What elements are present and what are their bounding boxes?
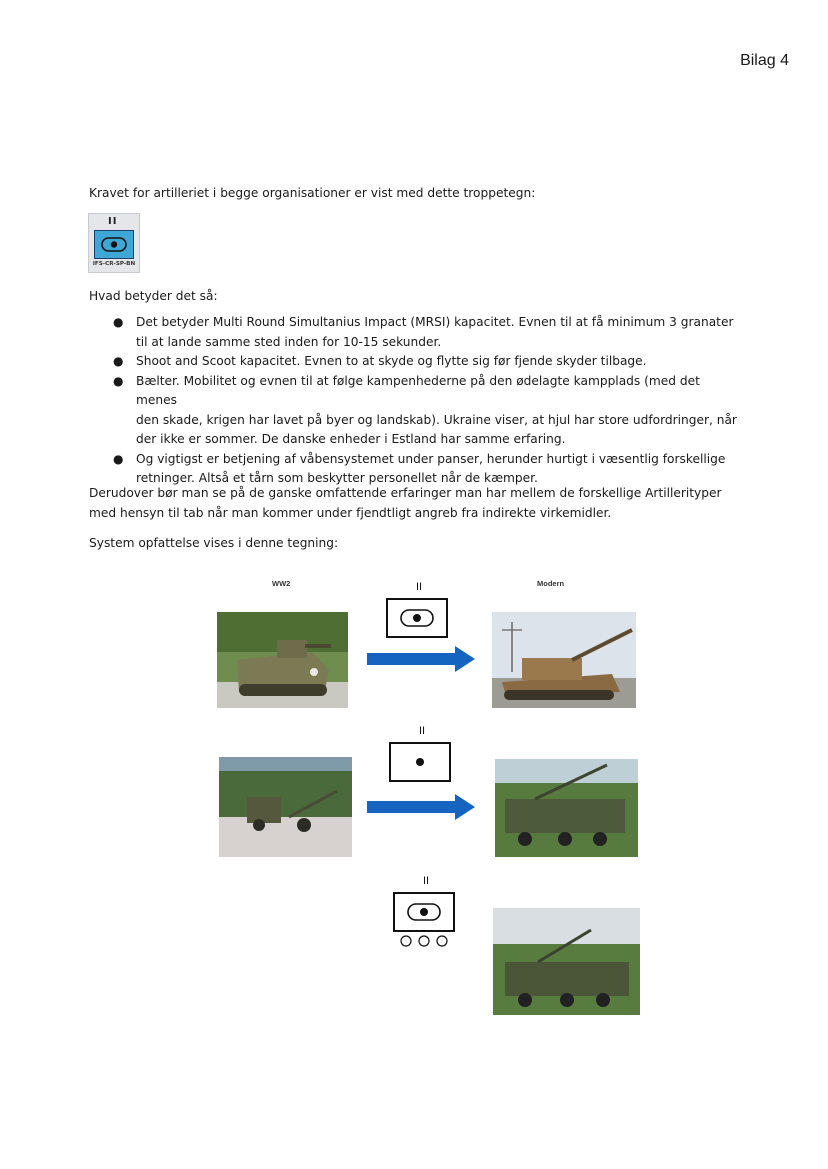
bullet-line: Shoot and Scoot kapacitet. Evnen to at skyde og flytte sig før fjende skyder tilbage.: [136, 354, 647, 368]
bullet-line: retninger. Altså et tårn som beskytter personellet når de kæmper.: [136, 471, 538, 485]
bullet-line: Og vigtigst er betjening af våbensystemet under panser, herunder hurtigt i væsentlig forskellige: [136, 451, 726, 466]
list-item: [89, 372, 739, 450]
bullet-line: den skade, krigen har lavet på byer og landskab). Ukraine viser, at hjul har store udfordringer, når: [136, 412, 737, 427]
arrow-right-icon: [367, 644, 475, 674]
wheels-icon: [397, 934, 451, 948]
list-item: [89, 352, 739, 372]
paragraph-line: med hensyn til tab når man kommer under fjendtligt angreb fra indirekte virkemidler.: [89, 506, 612, 520]
arrow-right-icon: [367, 792, 475, 822]
bullet-line: til at lande samme sted inden for 10-15 sekunder.: [136, 334, 442, 349]
bullet-icon: ●: [113, 451, 124, 466]
question-text: Hvad betyder det så:: [89, 289, 218, 303]
ww2-towed-gun-photo: [219, 757, 352, 857]
towed-symbol: [389, 725, 451, 782]
bullet-icon: ●: [113, 354, 124, 368]
artillery-dot-icon: [391, 744, 449, 780]
symbol-echelon: II: [415, 581, 423, 593]
intro-text: Kravet for artilleriet i begge organisationer er vist med dette troppetegn:: [89, 186, 536, 200]
diagram-intro: System opfattelse vises i denne tegning:: [89, 536, 339, 550]
bullet-line: der ikke er sommer. De danske enheder i Estland har samme erfaring.: [136, 432, 566, 446]
col-header-ww2: WW2: [272, 579, 291, 588]
tracked-artillery-icon: [95, 231, 133, 258]
symbol-echelon: II: [422, 875, 430, 887]
bullet-icon: ●: [113, 373, 124, 388]
bullet-line: Bælter. Mobilitet og evnen til at følge kampenhederne på den ødelagte kampplads (med det menes: [136, 373, 700, 407]
wheeled-sp-symbol: [393, 875, 455, 932]
badge-symbol-frame: [94, 230, 134, 259]
page-label: Bilag 4: [740, 52, 789, 69]
tracked-artillery-icon: [395, 894, 453, 930]
bullet-icon: ●: [113, 315, 124, 329]
tracked-sp-symbol: [386, 581, 448, 638]
modern-wheeled-sp-photo: [495, 759, 638, 857]
tracked-artillery-icon: [388, 600, 446, 636]
bullet-list: [89, 313, 739, 489]
modern-tracked-sp-photo: [492, 612, 636, 708]
troop-symbol-badge: [88, 213, 140, 273]
modern-wheeled-sp-photo-2: [493, 908, 640, 1015]
bullet-line: Det betyder Multi Round Simultanius Impact (MRSI) kapacitet. Evnen til at få minimum 3 granater: [136, 315, 734, 329]
ww2-tracked-sp-photo: [217, 612, 348, 708]
symbol-echelon: II: [418, 725, 426, 737]
paragraph-line: Derudover bør man se på de ganske omfattende erfaringer man har mellem de forskellige Artillerityper: [89, 486, 722, 500]
badge-echelon: II: [108, 216, 118, 227]
col-header-modern: Modern: [537, 579, 565, 588]
list-item: [89, 313, 739, 352]
badge-caption: IFS-CR-SP-BN: [92, 261, 136, 267]
